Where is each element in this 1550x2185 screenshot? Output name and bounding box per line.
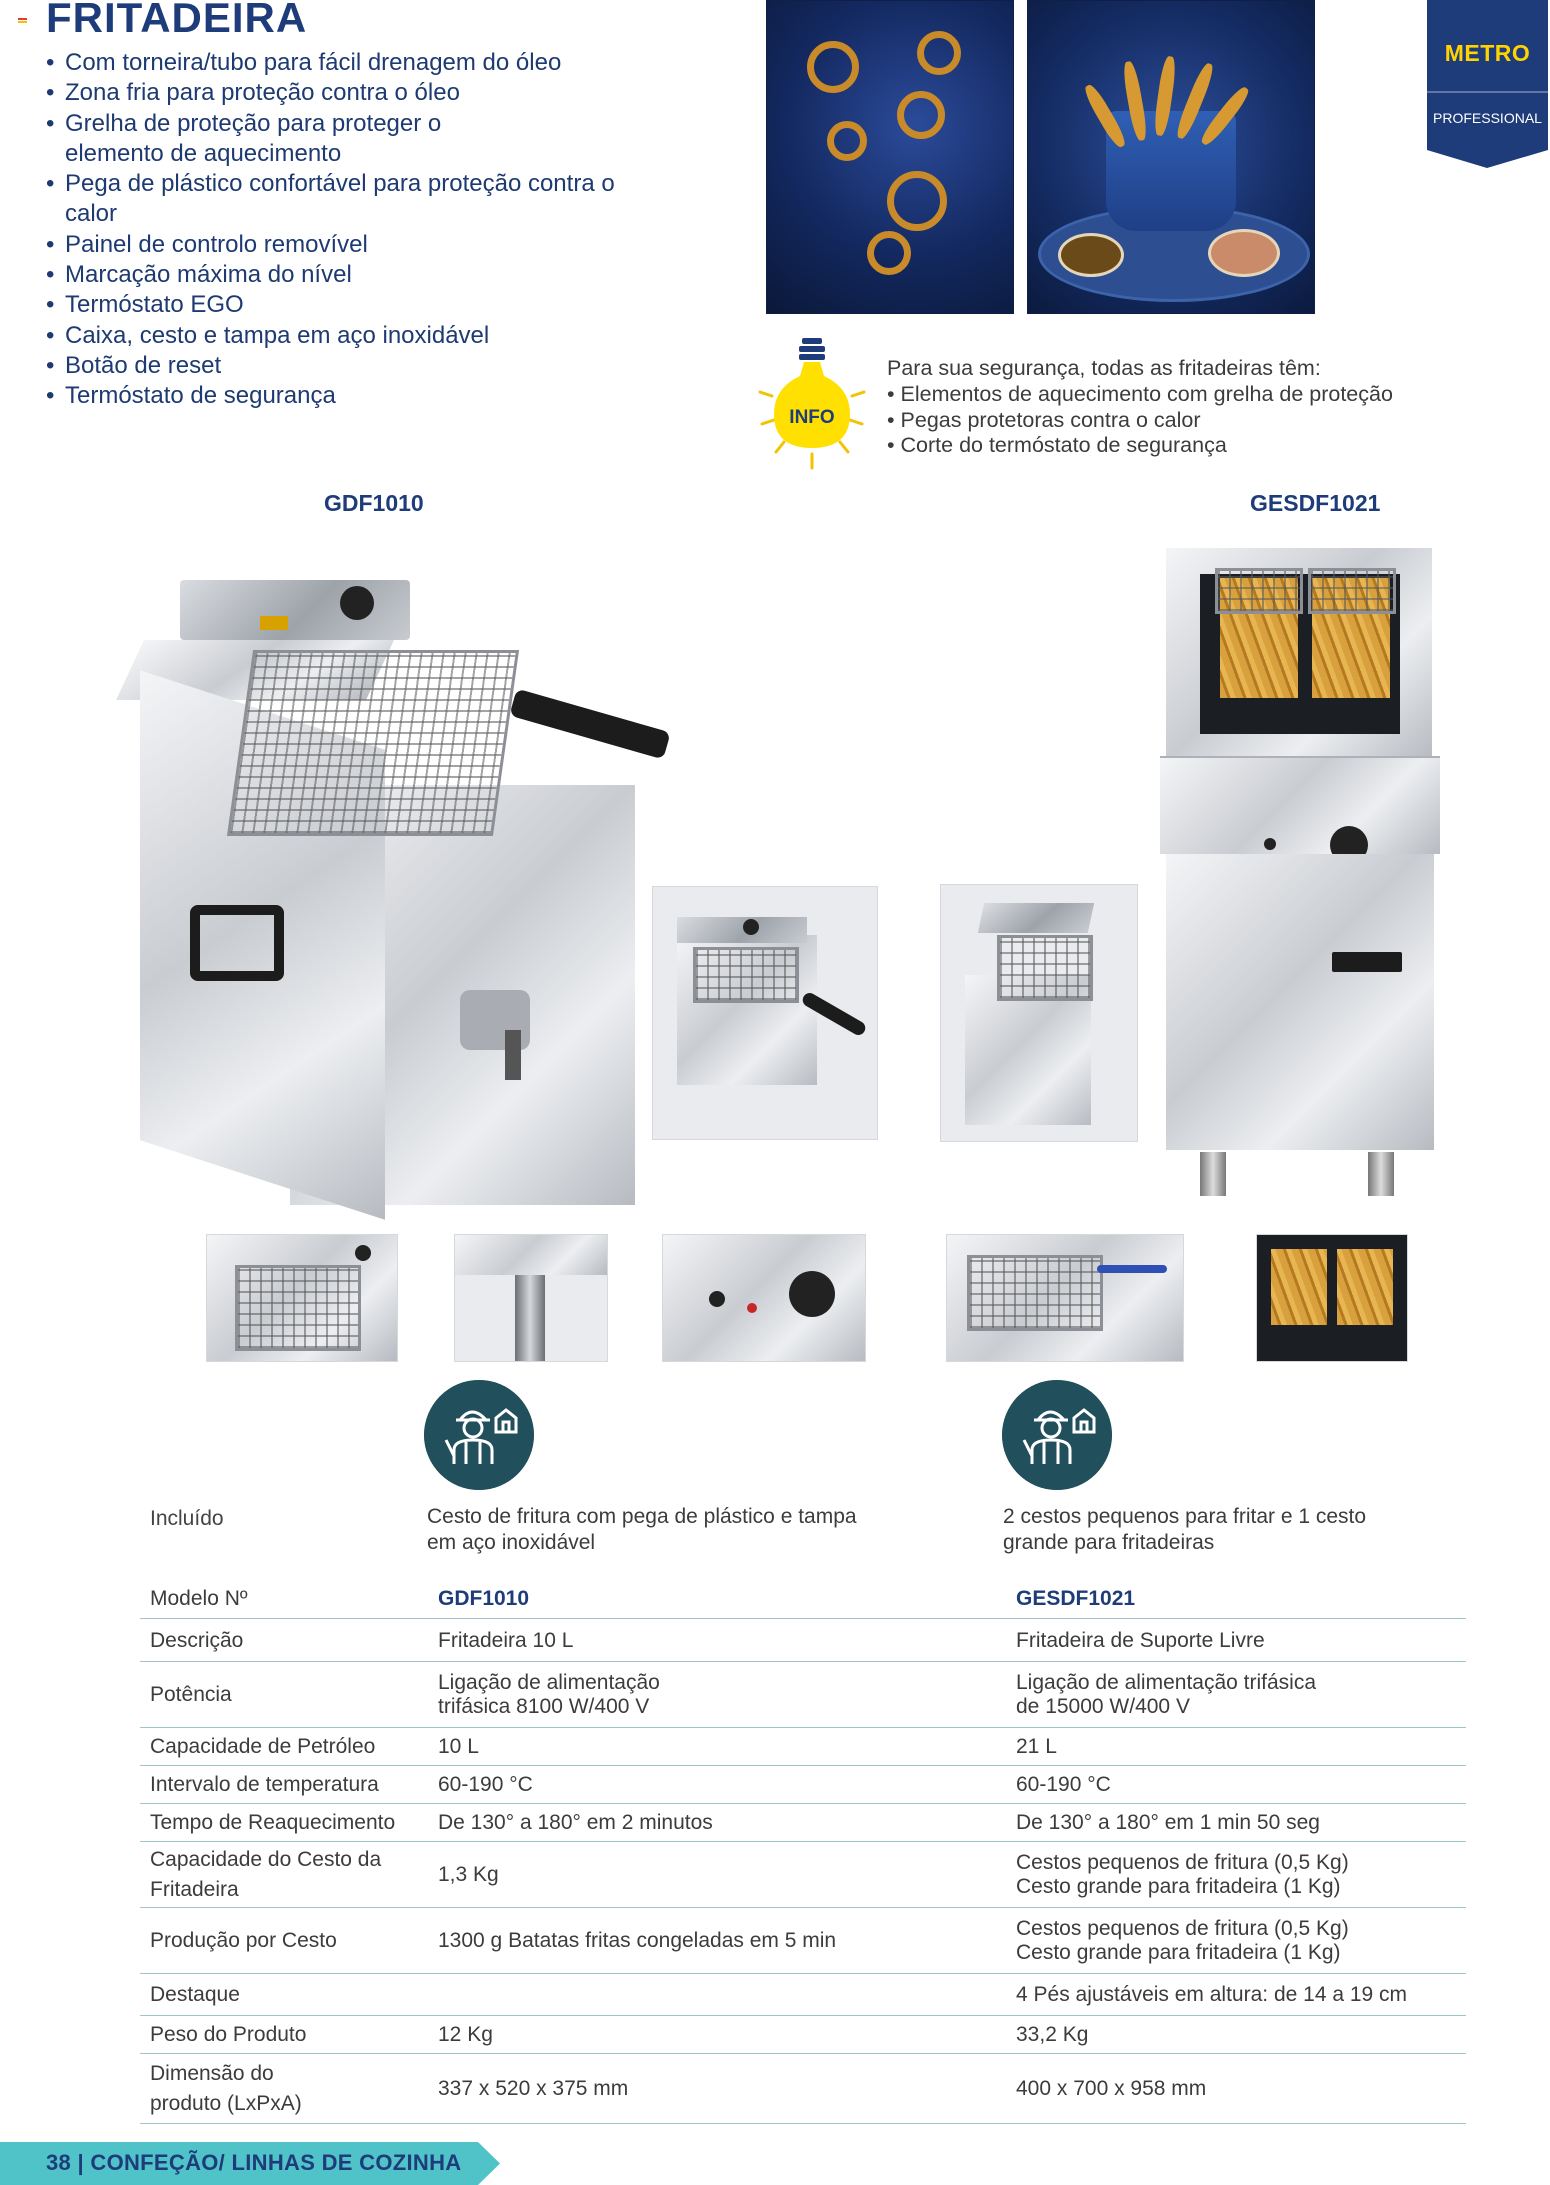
feature-item: • Botão de reset <box>46 351 726 381</box>
spec-row-reheat-time <box>140 1805 1466 1842</box>
spec-label: Capacidade do Cesto da Fritadeira <box>150 1848 382 1901</box>
spec-value-gdf1010: 12 Kg <box>438 2023 493 2046</box>
gesdf1021-product-image <box>1160 548 1450 1204</box>
spec-value-gdf1010: Ligação de alimentação trifásica 8100 W/400 V <box>438 1671 660 1718</box>
fries-baskets-thumbnail <box>1256 1234 1408 1362</box>
basket-detail-thumbnail <box>206 1234 398 1362</box>
spec-value-gesdf1021: GESDF1021 <box>1016 1587 1136 1610</box>
spec-value-gdf1010 <box>438 1975 998 2015</box>
spec-value-gdf1010: Cesto de fritura com pega de plástico e tampa em aço inoxidável <box>427 1505 857 1554</box>
spec-label: Intervalo de temperatura <box>150 1773 379 1796</box>
page-number: 38 <box>46 2150 72 2175</box>
feature-item: • Termóstato EGO <box>46 290 726 320</box>
leg-detail-thumbnail <box>454 1234 608 1362</box>
info-intro: Para sua segurança, todas as fritadeiras têm: <box>887 356 1321 380</box>
spec-row-power <box>140 1663 1466 1728</box>
info-badge: INFO <box>789 407 835 428</box>
page-title: FRITADEIRA <box>46 0 308 41</box>
spec-row-description <box>140 1620 1466 1662</box>
product-model-heading: GESDF1021 <box>1250 490 1381 516</box>
spec-row-weight <box>140 2017 1466 2054</box>
spec-value-gesdf1021: 33,2 Kg <box>1016 2023 1089 2046</box>
spec-value-gdf1010: 1300 g Batatas fritas congeladas em 5 min <box>438 1929 837 1952</box>
info-item: • Pegas protetoras contra o calor <box>887 407 1201 432</box>
spec-row-basket-capacity <box>140 1843 1466 1908</box>
feature-item: • Termóstato de segurança <box>46 381 726 411</box>
metro-brand-name: METRO <box>1444 40 1531 66</box>
spec-value-gesdf1021: Cestos pequenos de fritura (0,5 Kg) Cesto grande para fritadeira (1 Kg) <box>1016 1851 1349 1898</box>
spec-label: Incluído <box>150 1507 224 1530</box>
spec-value-gesdf1021: De 130° a 180° em 1 min 50 seg <box>1016 1811 1320 1834</box>
gdf1010-thumbnail <box>652 886 878 1140</box>
technician-home-icon <box>424 1380 534 1490</box>
metro-logo <box>1427 0 1548 168</box>
fries-bowl-photo <box>1027 0 1315 314</box>
spec-value-gesdf1021: 400 x 700 x 958 mm <box>1016 2077 1207 2100</box>
gesdf1021-open-thumbnail <box>940 884 1138 1142</box>
spec-value-gdf1010: GDF1010 <box>438 1587 530 1610</box>
spec-row-temperature <box>140 1767 1466 1804</box>
curly-fries-photo <box>766 0 1014 314</box>
spec-value-gesdf1021: 60-190 °C <box>1016 1773 1111 1796</box>
basket-in-tank-thumbnail <box>946 1234 1184 1362</box>
feature-item: • Pega de plástico confortável para proteção contra o calor <box>46 169 625 230</box>
spec-value-gdf1010: 1,3 Kg <box>438 1863 499 1886</box>
spec-value-gdf1010: 60-190 °C <box>438 1773 533 1796</box>
feature-item: • Caixa, cesto e tampa em aço inoxidável <box>46 321 726 351</box>
feature-item: • Marcação máxima do nível <box>46 260 726 290</box>
spec-label: Modelo Nº <box>150 1587 248 1610</box>
spec-label: Tempo de Reaquecimento <box>150 1811 396 1834</box>
spec-label: Dimensão do produto (LxPxA) <box>150 2062 302 2115</box>
technician-home-icon <box>1002 1380 1112 1490</box>
spec-row-oil-capacity <box>140 1729 1466 1766</box>
feature-list <box>46 48 726 412</box>
spec-label: Produção por Cesto <box>150 1929 337 1952</box>
spec-value-gdf1010: 337 x 520 x 375 mm <box>438 2077 629 2100</box>
product-model-heading: GDF1010 <box>324 490 424 516</box>
color-marker <box>18 18 27 24</box>
spec-row-included <box>140 1500 1466 1562</box>
gdf1010-product-image <box>120 560 680 1180</box>
spec-label: Peso do Produto <box>150 2023 307 2046</box>
spec-value-gesdf1021: 2 cestos pequenos para fritar e 1 cesto grande para fritadeiras <box>1003 1505 1367 1554</box>
lightbulb-icon <box>752 336 872 476</box>
info-item: • Corte do termóstato de segurança <box>887 433 1227 458</box>
spec-value-gesdf1021: Fritadeira de Suporte Livre <box>1016 1628 1265 1652</box>
metro-brand-sub: PROFESSIONAL <box>1433 110 1542 126</box>
spec-value-gdf1010: Fritadeira 10 L <box>438 1628 574 1652</box>
spec-row-production <box>140 1909 1466 1974</box>
spec-value-gesdf1021: 4 Pés ajustáveis em altura: de 14 a 19 cm <box>1016 1983 1408 2006</box>
feature-item: • Grelha de proteção para proteger o elemento de aquecimento <box>46 109 545 170</box>
info-text <box>887 356 1487 459</box>
info-item: • Elementos de aquecimento com grelha de proteção <box>887 381 1393 406</box>
spec-value-gesdf1021: 21 L <box>1016 1735 1057 1758</box>
section-name: CONFEÇÃO/ LINHAS DE COZINHA <box>90 2150 462 2175</box>
spec-value-gesdf1021: Cestos pequenos de fritura (0,5 Kg) Cesto grande para fritadeira (1 Kg) <box>1016 1917 1349 1964</box>
feature-item: • Zona fria para proteção contra o óleo <box>46 78 726 108</box>
spec-row-model <box>140 1580 1466 1619</box>
spec-label: Descrição <box>150 1628 244 1652</box>
footer-separator: | <box>77 2150 84 2175</box>
spec-label: Capacidade de Petróleo <box>150 1735 376 1758</box>
spec-row-highlight <box>140 1975 1466 2016</box>
feature-item: • Painel de controlo removível <box>46 230 726 260</box>
spec-value-gdf1010: 10 L <box>438 1735 479 1758</box>
spec-value-gdf1010: De 130° a 180° em 2 minutos <box>438 1811 713 1834</box>
spec-label: Destaque <box>150 1983 240 2006</box>
feature-item: • Com torneira/tubo para fácil drenagem do óleo <box>46 48 726 78</box>
footer-section <box>46 2150 462 2176</box>
spec-row-dimensions <box>140 2055 1466 2124</box>
spec-label: Potência <box>150 1683 232 1706</box>
control-panel-thumbnail <box>662 1234 866 1362</box>
spec-value-gesdf1021: Ligação de alimentação trifásica de 15000 W/400 V <box>1016 1671 1317 1718</box>
